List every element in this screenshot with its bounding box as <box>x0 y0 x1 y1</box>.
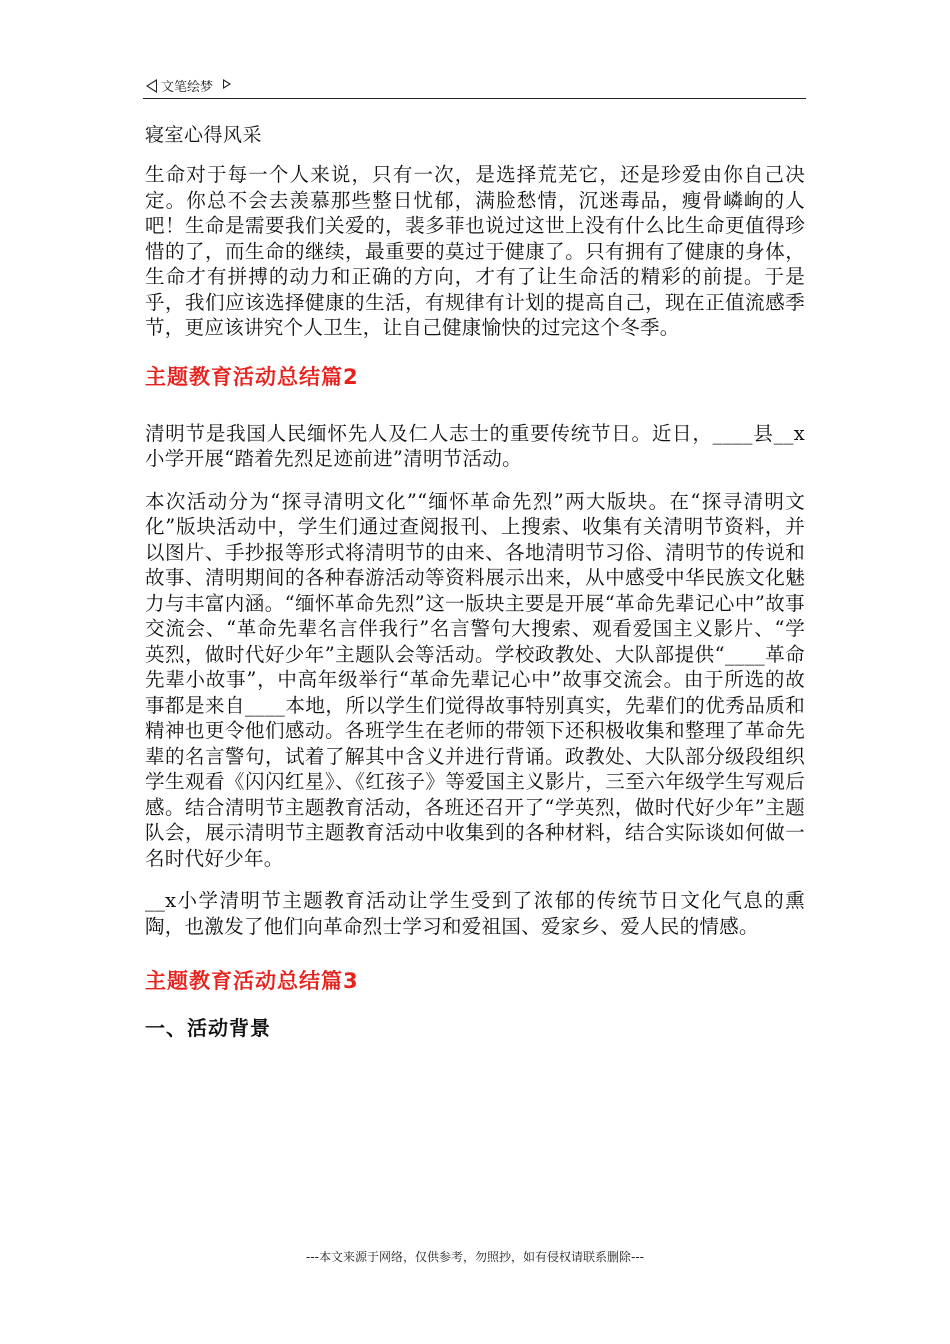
brand-text: 文笔绘梦 <box>161 80 214 95</box>
dorm-paragraph: 生命对于每一个人来说，只有一次，是选择荒芜它，还是珍爱由你自己决定。你总不会去羡慕那些整日忧郁，满脸愁情，沉迷毒品，瘦骨嶙峋的人吧！生命是需要我们关爱的，裴多菲也说过这世上没有什么比生命更值得珍惜的了，而生命的继续，最重要的莫过于健康了。只有拥有了健康的身体，生命才有拼搏的动力和正确的方向，才有了让生命活的精彩的前提。于是乎，我们应该选择健康的生活，有规律有计划的提高自己，现在正值流感季节，更应该讲究个人卫生，让自己健康愉快的过完这个冬季。 <box>145 163 805 339</box>
paragraph-2-2: 本次活动分为“探寻清明文化”“缅怀革命先烈”两大版块。在“探寻清明文化”版块活动中，学生们通过查阅报刊、上搜索、收集有关清明节资料，并以图片、手抄报等形式将清明节的由来、各地清明节习俗、清明节的传说和故事、清明期间的各种春游活动等资料展示出来，从中感受中华民族文化魅力与丰富内涵。“缅怀革命先烈”这一版块主要是开展“革命先辈记心中”故事交流会、“革命先辈名言伴我行”名言警句大搜索、观看爱国主义影片、“学英烈，做时代好少年”主题队会等活动。学校政教处、大队部提供“____革命先辈小故事”，中高年级举行“革命先辈记心中”故事交流会。由于所选的故事都是来自____本地，所以学生们觉得故事特别真实，先辈们的优秀品质和精神也更令他们感动。各班学生在老师的带领下还积极收集和整理了革命先辈的名言警句，试着了解其中含义并进行背诵。政教处、大队部分级段组织学生观看《闪闪红星》、《红孩子》等爱国主义影片，三至六年级学生写观后感。结合清明节主题教育活动，各班还召开了“学英烈，做时代好少年”主题队会，展示清明节主题教育活动中收集到的各种材料，结合实际谈如何做一名时代好少年。 <box>145 489 806 870</box>
section-heading-2: 主题教育活动总结篇2 <box>145 364 359 389</box>
document-body <box>145 122 805 1041</box>
section-heading-3: 主题教育活动总结篇3 <box>145 969 359 993</box>
paragraph-2-1: 清明节是我国人民缅怀先人及仁人志士的重要传统节日。近日，____县__x小学开展“踏着先烈足迹前进”清明节活动。 <box>145 421 805 470</box>
paragraph-2-3: __x小学清明节主题教育活动让学生受到了浓郁的传统节日文化气息的熏陶，也激发了他们向革命烈士学习和爱祖国、爱家乡、爱人民的情感。 <box>145 889 805 938</box>
header-brand <box>146 76 231 95</box>
footer-disclaimer: ---本文来源于网络，仅供参考，勿照抄，如有侵权请联系删除--- <box>306 1250 644 1264</box>
dorm-title: 寝室心得风采 <box>145 124 263 146</box>
triangle-right-icon <box>223 79 231 89</box>
triangle-left-icon <box>146 79 157 93</box>
page-header <box>143 76 806 99</box>
sub-heading-background: 一、活动背景 <box>145 1016 271 1040</box>
